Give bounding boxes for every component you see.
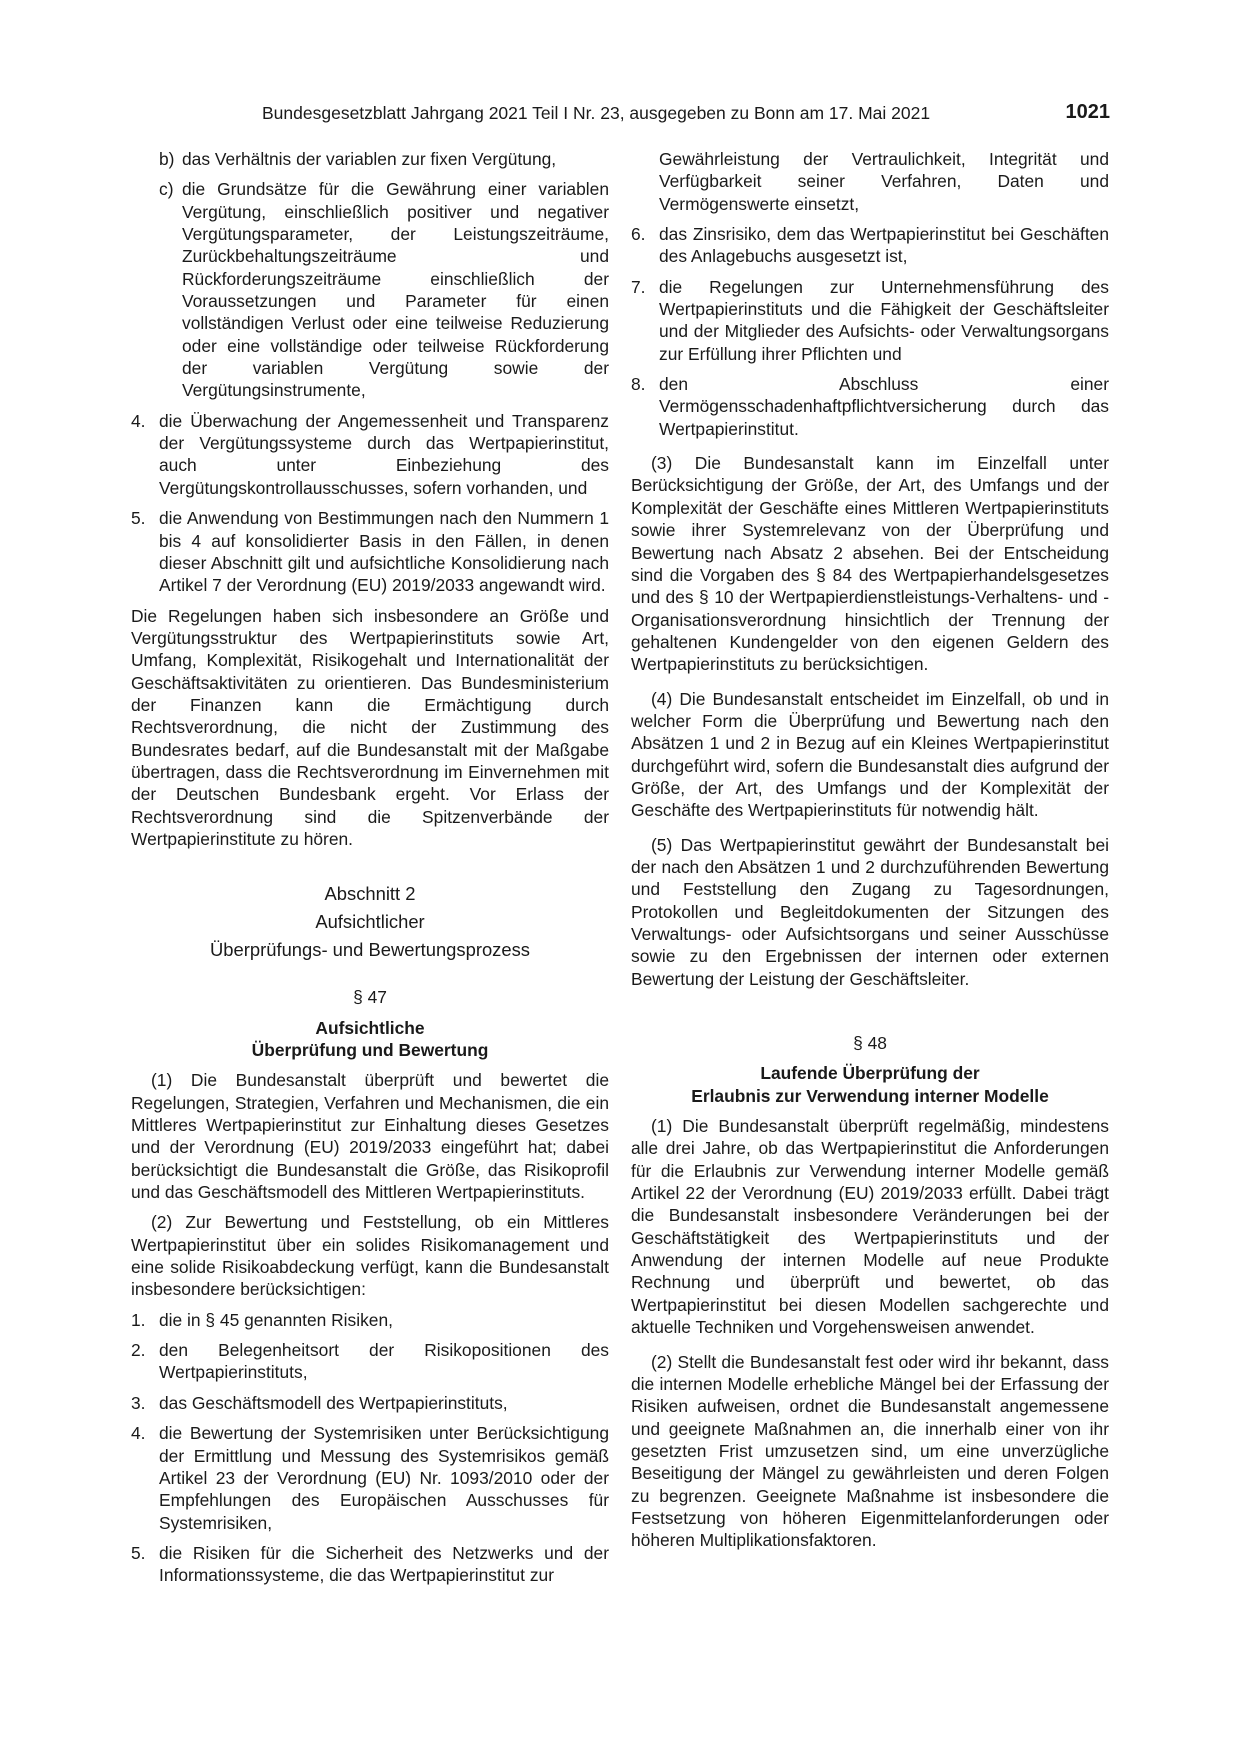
paragraph-48-title-line-2: Erlaubnis zur Verwendung interner Modelle (691, 1085, 1049, 1106)
item-text: das Geschäftsmodell des Wertpapierinstituts, (159, 1392, 508, 1413)
item-text: die Regelungen zur Unternehmensführung des Wertpapierinstituts und die Fähigkeit der Geschäftsleiter und der Mitglieder des Aufsichts- oder Verwaltungsorgans zur Erfüllung ihrer Pflichten und (659, 276, 1109, 364)
item-marker: 2. (131, 1340, 146, 1361)
header-title: Bundesgesetzblatt Jahrgang 2021 Teil I Nr. 23, ausgegeben zu Bonn am 17. Mai 2021 (262, 103, 931, 123)
item-marker: c) (159, 179, 174, 200)
item-marker: 4. (131, 410, 146, 431)
item-marker: 3. (131, 1392, 146, 1413)
page-header (262, 100, 1110, 126)
section-label: Abschnitt 2 (324, 883, 416, 905)
item-marker: 7. (631, 276, 646, 297)
item-text: die in § 45 genannten Risiken, (159, 1309, 393, 1330)
paragraph-47-number: § 47 (353, 987, 387, 1008)
item-marker: 6. (631, 224, 646, 245)
list-item (131, 178, 609, 401)
left-column (131, 148, 609, 1587)
list-item (131, 410, 609, 499)
list-item (131, 1422, 609, 1534)
closing-paragraph: Die Regelungen haben sich insbesondere an Größe und Vergütungsstruktur des Wertpapierinstituts sowie Art, Umfang, Komplexität, Risikogehalt und Internationalität der Geschäftsaktivitäten zu orientieren. Das Bundesministerium der Finanzen kann die Ermächtigung durch Rechtsverordnung, die nicht der Zustimmung des Bundesrates bedarf, auf die Bundesanstalt mit der Maßgabe übertragen, dass die Rechtsverordnung im Einvernehmen mit der Deutschen Bundesbank ergeht. Vor Erlass der Rechtsverordnung sind die Spitzenverbände der Wertpapierinstitute zu hören. (131, 605, 609, 849)
paragraph-47-subsection-4: (4) Die Bundesanstalt entscheidet im Einzelfall, ob und in welcher Form die Überprüfung und Bewertung nach den Absätzen 1 und 2 in Bezug auf ein Kleines Wertpapierinstitut durchgeführt wird, sofern die Bundesanstalt dies aufgrund der Größe, der Art, des Umfangs und der Komplexität der Geschäfte des Wertpapierinstituts für notwendig hält. (631, 688, 1109, 821)
list-item (131, 1392, 609, 1414)
list-item (631, 276, 1109, 365)
item-text: die Risiken für die Sicherheit des Netzwerks und der Informationssysteme, die das Wertpapierinstitut zur (159, 1542, 609, 1586)
item-marker: b) (159, 149, 175, 169)
paragraph-47-subsection-1: (1) Die Bundesanstalt überprüft und bewertet die Regelungen, Strategien, Verfahren und Mechanismen, die ein Mittleres Wertpapierinstitut zur Einhaltung dieses Gesetzes und der Verordnung (EU) 2019/2033 eingeführt hat; dabei berücksichtigt die Bundesanstalt die Größe, das Risikoprofil und das Geschäftsmodell des Mittleren Wertpapierinstituts. (131, 1070, 609, 1203)
item-text: das Zinsrisiko, dem das Wertpapierinstitut bei Geschäften des Anlagebuchs ausgesetzt ist, (659, 224, 1109, 267)
paragraph-47-subsection-5: (5) Das Wertpapierinstitut gewährt der Bundesanstalt bei der nach den Absätzen 1 und 2 durchzuführenden Bewertung und Feststellung den Zugang zu Tagesordnungen, Protokollen und Begleitdokumenten der Sitzungen des Verwaltungs- oder Aufsichtsorgans und seiner Ausschüsse sowie zu den Ergebnissen der internen oder externen Bewertung der Leistung der Geschäftsleiter. (631, 834, 1109, 989)
item-marker: 5. (131, 508, 146, 529)
list-item (131, 1309, 609, 1331)
item-text: Gewährleistung der Vertraulichkeit, Integrität und Verfügbarkeit seiner Verfahren, Daten und Vermögenswerte einsetzt, (659, 149, 1109, 214)
paragraph-48-number: § 48 (853, 1033, 887, 1054)
item-text: die Bewertung der Systemrisiken unter Berücksichtigung der Ermittlung und Messung des Systemrisikos gemäß Artikel 23 der Verordnung (EU) Nr. 1093/2010 oder der Empfehlungen des Europäischen Ausschusses für Systemrisiken, (159, 1423, 609, 1533)
item-text: den Abschluss einer Vermögensschadenhaftpflichtversicherung durch das Wertpapierinstitut. (659, 374, 1109, 439)
paragraph-47-subsection-2: (2) Zur Bewertung und Feststellung, ob ein Mittleres Wertpapierinstitut über ein solides Risikomanagement und eine solide Risikoabdeckung verfügt, kann die Bundesanstalt insbesondere berücksichtigen: (131, 1212, 609, 1300)
item-marker: 1. (131, 1309, 146, 1330)
paragraph-47-subsection-3: (3) Die Bundesanstalt kann im Einzelfall unter Berücksichtigung der Größe, der Art, des Umfangs und der Komplexität der Geschäfte eines Mittleren Wertpapierinstituts sowie ihrer Systemrelevanz von der Überprüfung und Bewertung nach Absatz 2 absehen. Bei der Entscheidung sind die Vorgaben des § 84 des Wertpapierhandelsgesetzes und des § 10 der Wertpapierdienstleistungs-Verhaltens- und -Organisationsverordnung hinsichtlich der Trennung der gehaltenen Kundengelder von den eigenen Geldern des Wertpapierinstituts zu berücksichtigen. (631, 453, 1109, 675)
paragraph-47-title-line-2: Überprüfung und Bewertung (251, 1040, 489, 1060)
section-title-line-1: Aufsichtlicher (315, 911, 425, 933)
section-title-line-2: Überprüfungs- und Bewertungsprozess (210, 939, 530, 961)
item-text: die Überwachung der Angemessenheit und Transparenz der Vergütungssysteme durch das Wertpapierinstitut, auch unter Einbeziehung des Vergütungskontrollausschusses, sofern vorhanden, und (159, 410, 609, 498)
paragraph-48-subsection-1: (1) Die Bundesanstalt überprüft regelmäßig, mindestens alle drei Jahre, ob das Wertpapierinstitut die Anforderungen für die Erlaubnis zur Verwendung interner Modelle gemäß Artikel 22 der Verordnung (EU) 2019/2033 erfüllt. Dabei trägt die Bundesanstalt insbesondere Veränderungen bei der Geschäftstätigkeit des Wertpapierinstituts und der Anwendung der internen Modelle auf neue Produkte Rechnung und überprüft und bewertet, ob das Wertpapierinstitut bei diesen Modellen sachgerechte und aktuelle Techniken und Vorgehensweisen anwendet. (631, 1116, 1109, 1338)
item-marker: 8. (631, 374, 646, 395)
list-item (131, 1339, 609, 1384)
list-item (131, 1542, 609, 1587)
list-item (631, 223, 1109, 268)
paragraph-48-subsection-2: (2) Stellt die Bundesanstalt fest oder wird ihr bekannt, dass die internen Modelle erhebliche Mängel bei der Erfassung der Risiken aufweisen, ordnet die Bundesanstalt angemessene und geeignete Maßnahmen an, die innerhalb einer von ihr gesetzten Frist umzusetzen sind, um eine unverzügliche Beseitigung der Mängel zu gewährleisten und deren Folgen zu begrenzen. Geeignete Maßnahme ist insbesondere die Festsetzung von höheren Eigenmittelanforderungen oder höheren Multiplikationsfaktoren. (631, 1351, 1109, 1551)
item-text: die Grundsätze für die Gewährung einer variablen Vergütung, einschließlich positiver und negativer Vergütungsparameter, der Leistungszeiträume, Zurückbehaltungszeiträume und Rückforderungszeiträume einschließlich der Voraussetzungen und Parameter für einen vollständigen Verlust oder eine teilweise Reduzierung oder eine vollständige oder teilweise Rückforderung der variablen Vergütung sowie der Vergütungsinstrumente, (182, 179, 609, 401)
item-text: das Verhältnis der variablen zur fixen Vergütung, (182, 149, 557, 169)
list-item (131, 507, 609, 596)
item-text: den Belegenheitsort der Risikopositionen des Wertpapierinstituts, (159, 1340, 609, 1383)
list-item (631, 373, 1109, 440)
paragraph-47-title-line-1: Aufsichtliche (315, 1017, 425, 1038)
page-number: 1021 (1065, 101, 1110, 123)
item-marker: 4. (131, 1423, 146, 1444)
paragraph-48-title-line-1: Laufende Überprüfung der (760, 1063, 980, 1084)
list-item-continuation (631, 148, 1109, 215)
item-marker: 5. (131, 1542, 146, 1563)
list-item (131, 148, 609, 170)
item-text: die Anwendung von Bestimmungen nach den Nummern 1 bis 4 auf konsolidierter Basis in den Fällen, in denen dieser Abschnitt gilt und aufsichtliche Konsolidierung nach Artikel 7 der Verordnung (EU) 2019/2033 angewandt wird. (159, 508, 609, 596)
right-column (631, 148, 1109, 1552)
